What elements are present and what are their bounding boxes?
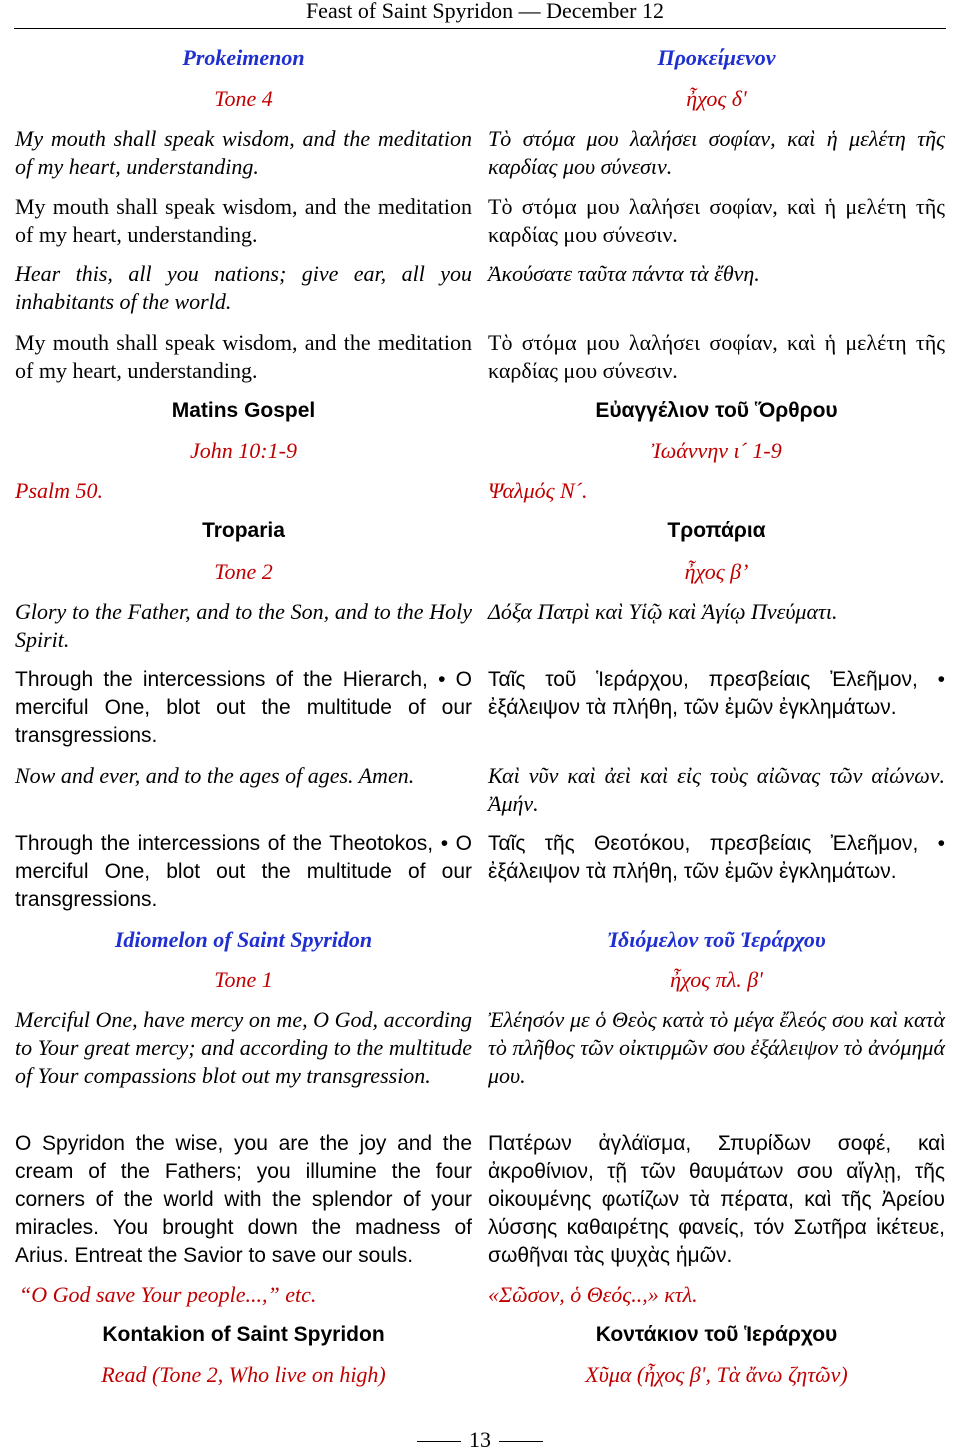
greek-verse-2: Τὸ στόμα μου λαλήσει σοφίαν, καὶ ἡ μελέτη τῆς καρδίας μου σύνεσιν. <box>488 194 945 247</box>
kontakion-read-note: Read (Tone 2, Who live on high) <box>101 1362 386 1387</box>
greek-gospel-heading: Εὐαγγέλιον τοῦ Ὅρθρου <box>595 399 838 422</box>
prokeimenon-verse-4: My mouth shall speak wisdom, and the meditation of my heart, understanding. <box>15 330 472 383</box>
prokeimenon-tone: Tone 4 <box>214 86 273 111</box>
gospel-heading: Matins Gospel <box>171 399 316 422</box>
greek-idiomelon-tone: ἦχος πλ. βʹ <box>670 967 763 992</box>
prokeimenon-verse-2: My mouth shall speak wisdom, and the meditation of my heart, understanding. <box>15 194 472 247</box>
gospel-reference: John 10:1-9 <box>190 438 297 463</box>
footer-dash-left <box>417 1441 461 1442</box>
greek-theotokos-troparion: Ταῖς τῆς Θεοτόκου, πρεσβείαις Ἐλεῆμον, • ἐξάλειψον τὰ πλήθη, τῶν ἐμῶν ἐγκλημάτων. <box>488 832 945 883</box>
page-footer <box>0 1426 960 1454</box>
page-number: 13 <box>469 1427 491 1452</box>
greek-verse-3: Ἀκούσατε ταῦτα πάντα τὰ ἔθνη. <box>488 261 760 286</box>
header-title: Feast of Saint Spyridon — December 12 <box>305 0 664 23</box>
kontakion-heading: Kontakion of Saint Spyridon <box>102 1323 385 1346</box>
troparia-heading: Troparia <box>202 519 285 542</box>
greek-prokeimenon-tone: ἦχος δʹ <box>686 86 747 111</box>
greek-verse-4: Τὸ στόμα μου λαλήσει σοφίαν, καὶ ἡ μελέτη τῆς καρδίας μου σύνεσιν. <box>488 330 945 383</box>
greek-troparia-tone: ἦχος β’ <box>684 559 749 584</box>
now-and-ever-text: Now and ever, and to the ages of ages. Amen. <box>15 763 415 788</box>
hierarch-troparion: Through the intercessions of the Hierarch, • O merciful One, blot out the multitude of our transgressions. <box>15 668 472 747</box>
greek-kontakion-heading: Κοντάκιον τοῦ Ἱεράρχου <box>595 1323 838 1346</box>
prokeimenon-verse-3: Hear this, all you nations; give ear, all you inhabitants of the world. <box>15 261 472 314</box>
theotokos-troparion: Through the intercessions of the Theotokos, • O merciful One, blot out the multitude of our transgressions. <box>15 832 472 911</box>
greek-spyridon-hymn: Πατέρων ἀγλάϊσμα, Σπυρίδων σοφέ, καὶ ἀκροθίνιον, τῇ τῶν θαυμάτων σου αἴγλῃ, τῆς οἰκουμένης φωτίζων τὰ πέρατα, καὶ τῆς Ἀρείου λύσσης καθαιρέτης φανείς, τόν Σωτῆρα ἱκέτευε, σωθῆναι τὰς ψυχὰς ἡμῶν. <box>488 1132 945 1267</box>
idiomelon-heading: Idiomelon of Saint Spyridon <box>114 927 373 952</box>
psalm-reference: Psalm 50. <box>15 478 103 503</box>
greek-god-save-refrain: «Σῶσον, ὁ Θεός..,» κτλ. <box>488 1282 698 1307</box>
greek-glory-text: Δόξα Πατρὶ καὶ Υἱῷ καὶ Ἁγίῳ Πνεύματι. <box>488 599 838 624</box>
greek-kontakion-read-note: Χῦμα (ἦχος βʹ, Τὰ ἄνω ζητῶν) <box>585 1362 848 1387</box>
greek-psalm-reference: Ψαλμός Ν´. <box>488 478 588 503</box>
spyridon-hymn: O Spyridon the wise, you are the joy and the cream of the Fathers; you illumine the four corners of the world with the splendor of your miracles. You brought down the madness of Arius. Entreat the Savior to save our souls. <box>15 1132 472 1267</box>
greek-prokeimenon-heading: Προκείμενον <box>657 45 776 70</box>
greek-gospel-reference: Ἰωάννην ι´ 1-9 <box>651 438 782 463</box>
greek-hierarch-troparion: Ταῖς τοῦ Ἱεράρχου, πρεσβείαις Ἐλεῆμον, • ἐξάλειψον τὰ πλήθη, τῶν ἐμῶν ἐγκλημάτων. <box>488 668 945 719</box>
prokeimenon-verse-1: My mouth shall speak wisdom, and the meditation of my heart, understanding. <box>15 126 472 179</box>
idiomelon-tone: Tone 1 <box>214 967 273 992</box>
greek-idiomelon-heading: Ἰδιόμελον τοῦ Ἱεράρχου <box>607 927 826 952</box>
greek-now-and-ever-text: Καὶ νῦν καὶ ἀεὶ καὶ εἰς τοὺς αἰῶνας τῶν αἰώνων. Ἀμήν. <box>488 763 945 816</box>
god-save-refrain: “O God save Your people...,” etc. <box>19 1282 317 1307</box>
page-header <box>14 0 946 29</box>
greek-merciful-verse: Ἐλέησόν με ὁ Θεὸς κατὰ τὸ μέγα ἔλεός σου καὶ κατὰ τὸ πλῆθος τῶν οἰκτιρμῶν σου ἐξάλειψον τὸ ἀνόμημά μου. <box>488 1007 945 1088</box>
glory-text: Glory to the Father, and to the Son, and to the Holy Spirit. <box>15 599 472 652</box>
merciful-verse: Merciful One, have mercy on me, O God, according to Your great mercy; and according to the multitude of Your compassions blot out my transgression. <box>15 1007 472 1088</box>
prokeimenon-heading: Prokeimenon <box>182 45 305 70</box>
greek-verse-1: Τὸ στόμα μου λαλήσει σοφίαν, καὶ ἡ μελέτη τῆς καρδίας μου σύνεσιν. <box>488 126 945 179</box>
troparia-tone: Tone 2 <box>214 559 273 584</box>
footer-dash-right <box>499 1441 543 1442</box>
greek-troparia-heading: Τροπάρια <box>667 519 766 542</box>
